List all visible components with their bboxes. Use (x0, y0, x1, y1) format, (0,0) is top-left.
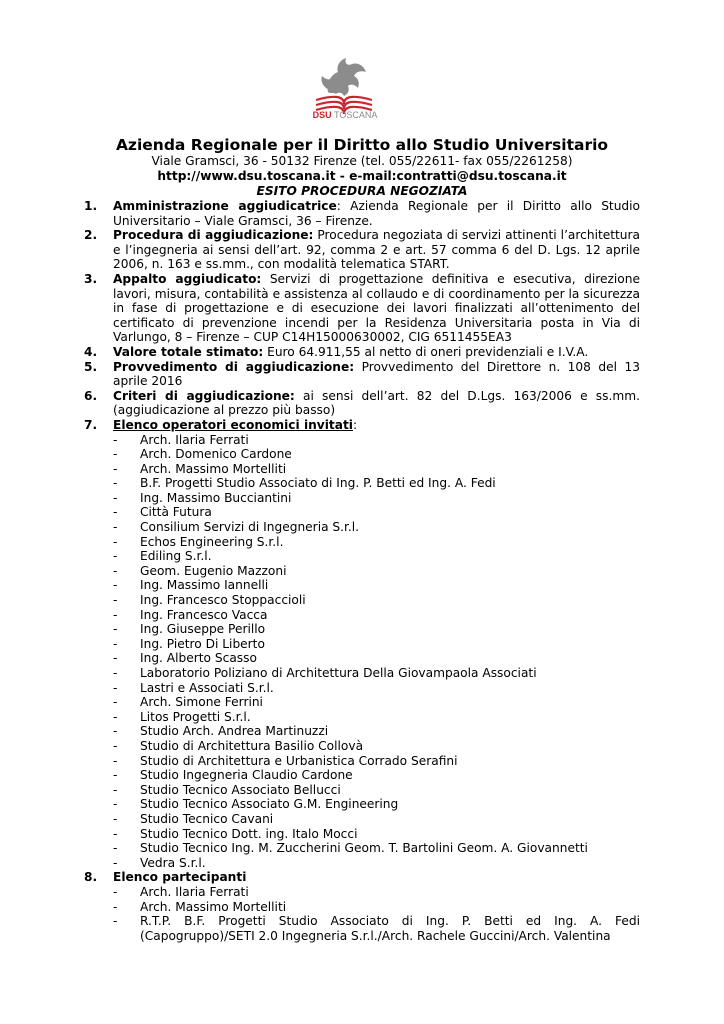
item-text: Euro 64.911,55 al netto di oneri previdenziali e I.V.A. (263, 344, 589, 359)
operator-name: Città Futura (140, 505, 212, 520)
list-dash: - (113, 636, 118, 651)
list-item (113, 900, 640, 915)
list-item (113, 476, 640, 491)
item-text: Servizi di progettazione definitiva e esecutiva, direzione lavori, misura, contabilità e assistenza al collaudo e di coordinamento per la sicurezza in fase di progettazione e di esecuzione dei lavori finalizzati all’ottenimento del certificato di prevenzione incendi per la Residenza Universitaria posta in Via di Varlungo, 8 – Firenze – CUP C14H15000630002, CIG 6511455EA3 (113, 271, 640, 345)
operator-name: Ediling S.r.l. (140, 549, 212, 564)
list-dash: - (113, 505, 118, 520)
list-dash: - (113, 899, 118, 914)
operator-name: Echos Engineering S.r.l. (140, 534, 284, 549)
list-dash: - (113, 461, 118, 476)
list-item (113, 695, 640, 710)
operator-name: Consilium Servizi di Ingegneria S.r.l. (140, 520, 360, 535)
list-dash: - (113, 563, 118, 578)
list-dash: - (113, 549, 118, 564)
participant-name: Arch. Massimo Mortelliti (140, 899, 287, 914)
list-item (113, 651, 640, 666)
list-item (113, 447, 640, 462)
operator-name: Ing. Massimo Bucciantini (140, 490, 292, 505)
item-number: 1. (84, 199, 98, 213)
item-suffix: : (352, 417, 358, 432)
list-dash: - (113, 914, 118, 929)
operator-name: Arch. Ilaria Ferrati (140, 432, 249, 447)
list-item (113, 622, 640, 637)
operator-name: Studio Tecnico Ing. M. Zuccherini Geom. T. Bartolini Geom. A. Giovannetti (140, 841, 588, 856)
list-item (113, 549, 640, 564)
list-item (113, 578, 640, 593)
item-label: Criteri di aggiudicazione: (113, 388, 295, 403)
item-number: 3. (84, 271, 98, 286)
list-item (113, 462, 640, 477)
list-dash: - (113, 476, 118, 491)
list-item (113, 812, 640, 827)
list-dash: - (113, 622, 118, 637)
list-dash: - (113, 797, 118, 812)
web-email-line[interactable]: http://www.dsu.toscana.it - e-mail:contratti@dsu.toscana.it (157, 169, 567, 183)
list-dash: - (113, 724, 118, 739)
numbered-item (84, 389, 640, 418)
document-header (84, 136, 640, 199)
item-text: Provvedimento del Direttore n. 108 del 13 aprile 2016 (113, 359, 640, 389)
list-item (113, 666, 640, 681)
list-dash: - (113, 680, 118, 695)
item-text: : Azienda Regionale per il Diritto allo Studio Universitario – Viale Gramsci, 36 – Firenze. (113, 199, 641, 228)
list-dash: - (113, 490, 118, 505)
operator-name: Ing. Alberto Scasso (140, 651, 257, 666)
list-item (113, 885, 640, 900)
participants-section (84, 870, 640, 943)
list-dash: - (113, 666, 118, 680)
list-dash: - (113, 534, 118, 549)
operator-name: Studio Tecnico Associato Bellucci (140, 782, 341, 797)
item-number: 4. (84, 344, 98, 359)
item-label: Provvedimento di aggiudicazione: (113, 359, 355, 374)
operator-name: Studio Tecnico Associato G.M. Engineering (140, 797, 399, 812)
numbered-item (84, 272, 640, 345)
list-dash: - (113, 432, 118, 447)
operator-name: Laboratorio Poliziano di Architettura Della Giovampaola Associati (140, 666, 537, 680)
list-item (113, 827, 640, 842)
list-item (113, 739, 640, 754)
list-item (113, 841, 640, 856)
operator-name: Ing. Francesco Vacca (140, 607, 268, 622)
operator-name: Studio di Architettura Basilio Collovà (140, 738, 364, 753)
list-item (113, 754, 640, 769)
list-item (113, 491, 640, 506)
list-item (113, 710, 640, 725)
operator-name: Ing. Giuseppe Perillo (140, 622, 266, 637)
list-dash: - (113, 447, 118, 462)
item-label: Procedura di aggiudicazione: (113, 228, 314, 243)
address-line: Viale Gramsci, 36 - 50132 Firenze (tel. 055/22611- fax 055/2261258) (151, 154, 573, 168)
participant-name: Arch. Ilaria Ferrati (140, 884, 249, 899)
operator-name: Ing. Massimo Iannelli (140, 578, 269, 593)
item-label: Elenco operatori economici invitati (113, 417, 353, 432)
list-item (113, 505, 640, 520)
list-dash: - (113, 578, 118, 593)
item-number: 6. (84, 388, 98, 403)
list-item (113, 768, 640, 783)
list-item (113, 797, 640, 812)
operator-name: Studio Arch. Andrea Martinuzzi (140, 724, 329, 739)
operator-name: Arch. Domenico Cardone (140, 447, 292, 462)
logo-brand-bold: DSU (312, 110, 332, 120)
logo-brand-rest: TOSCANA (334, 110, 378, 120)
list-item (113, 856, 640, 871)
operator-name: Litos Progetti S.r.l. (140, 709, 251, 724)
operator-name: Studio Ingegneria Claudio Cardone (140, 768, 353, 783)
list-dash: - (113, 811, 118, 826)
list-dash: - (113, 709, 118, 724)
invited-operators-list (113, 433, 640, 871)
list-item (113, 564, 640, 579)
item-label: Amministrazione aggiudicatrice (113, 199, 337, 213)
logo-wordmark (305, 110, 385, 120)
item-number: 5. (84, 359, 98, 374)
operator-name: Arch. Simone Ferrini (140, 695, 263, 710)
list-item (113, 535, 640, 550)
item-label: Appalto aggiudicato: (113, 271, 262, 286)
list-dash: - (113, 884, 118, 899)
list-item (113, 433, 640, 448)
numbered-item (84, 345, 640, 360)
operator-name: Lastri e Associati S.r.l. (140, 680, 274, 695)
list-dash: - (113, 651, 118, 666)
operator-name: Ing. Francesco Stoppaccioli (140, 593, 306, 608)
list-dash: - (113, 782, 118, 797)
participant-name: R.T.P. B.F. Progetti Studio Associato di Ing. P. Betti ed Ing. A. Fedi (Capogruppo)/SETI 2.0 Ingegneria S.r.l./Arch. Rachele Guccini/Arch. Valentina (140, 914, 640, 943)
list-dash: - (113, 695, 118, 710)
list-item (113, 724, 640, 739)
list-dash: - (113, 753, 118, 768)
numbered-item (84, 199, 640, 228)
item-number: 2. (84, 228, 98, 243)
item-label: Elenco partecipanti (113, 870, 247, 885)
operator-name: Studio Tecnico Cavani (140, 811, 274, 826)
operator-name: Geom. Eugenio Mazzoni (140, 563, 287, 578)
list-dash: - (113, 520, 118, 535)
page-title: Azienda Regionale per il Diritto allo Studio Universitario (115, 136, 609, 154)
list-dash: - (113, 607, 118, 622)
participants-list (113, 885, 640, 943)
list-dash: - (113, 826, 118, 841)
document-heading: ESITO PROCEDURA NEGOZIATA (256, 184, 468, 198)
list-dash: - (113, 855, 118, 870)
numbered-item (84, 360, 640, 389)
operator-name: Studio Tecnico Dott. ing. Italo Mocci (140, 826, 358, 841)
operator-name: Studio di Architettura e Urbanistica Corrado Serafini (140, 753, 458, 768)
list-dash: - (113, 738, 118, 753)
operator-name: Vedra S.r.l. (140, 855, 206, 870)
item-number: 8. (84, 870, 98, 885)
list-item (113, 783, 640, 798)
list-item (113, 608, 640, 623)
operator-name: B.F. Progetti Studio Associato di Ing. P. Betti ed Ing. A. Fedi (140, 476, 496, 491)
numbered-item (84, 228, 640, 272)
list-item (113, 681, 640, 696)
operator-name: Arch. Massimo Mortelliti (140, 461, 287, 476)
operator-name: Ing. Pietro Di Liberto (140, 636, 265, 651)
invited-operators-section (84, 418, 640, 870)
item-text: Procedura negoziata di servizi attinenti l’architettura e l’ingegneria ai sensi dell’art. 92, comma 2 e art. 57 comma 6 del D. Lgs. 12 aprile 2006, n. 163 e ss.mm., con modalità telematica START. (113, 228, 640, 272)
list-item (113, 637, 640, 652)
item-label: Valore totale stimato: (113, 344, 264, 359)
item-text: ai sensi dell’art. 82 del D.Lgs. 163/2006 e ss.mm. (aggiudicazione al prezzo più basso) (113, 388, 640, 418)
item-number: 7. (84, 417, 98, 432)
list-dash: - (113, 593, 118, 608)
document-body (84, 199, 640, 943)
list-item (113, 593, 640, 608)
list-item (113, 520, 640, 535)
list-dash: - (113, 768, 118, 783)
list-dash: - (113, 841, 118, 856)
list-item (113, 914, 640, 943)
